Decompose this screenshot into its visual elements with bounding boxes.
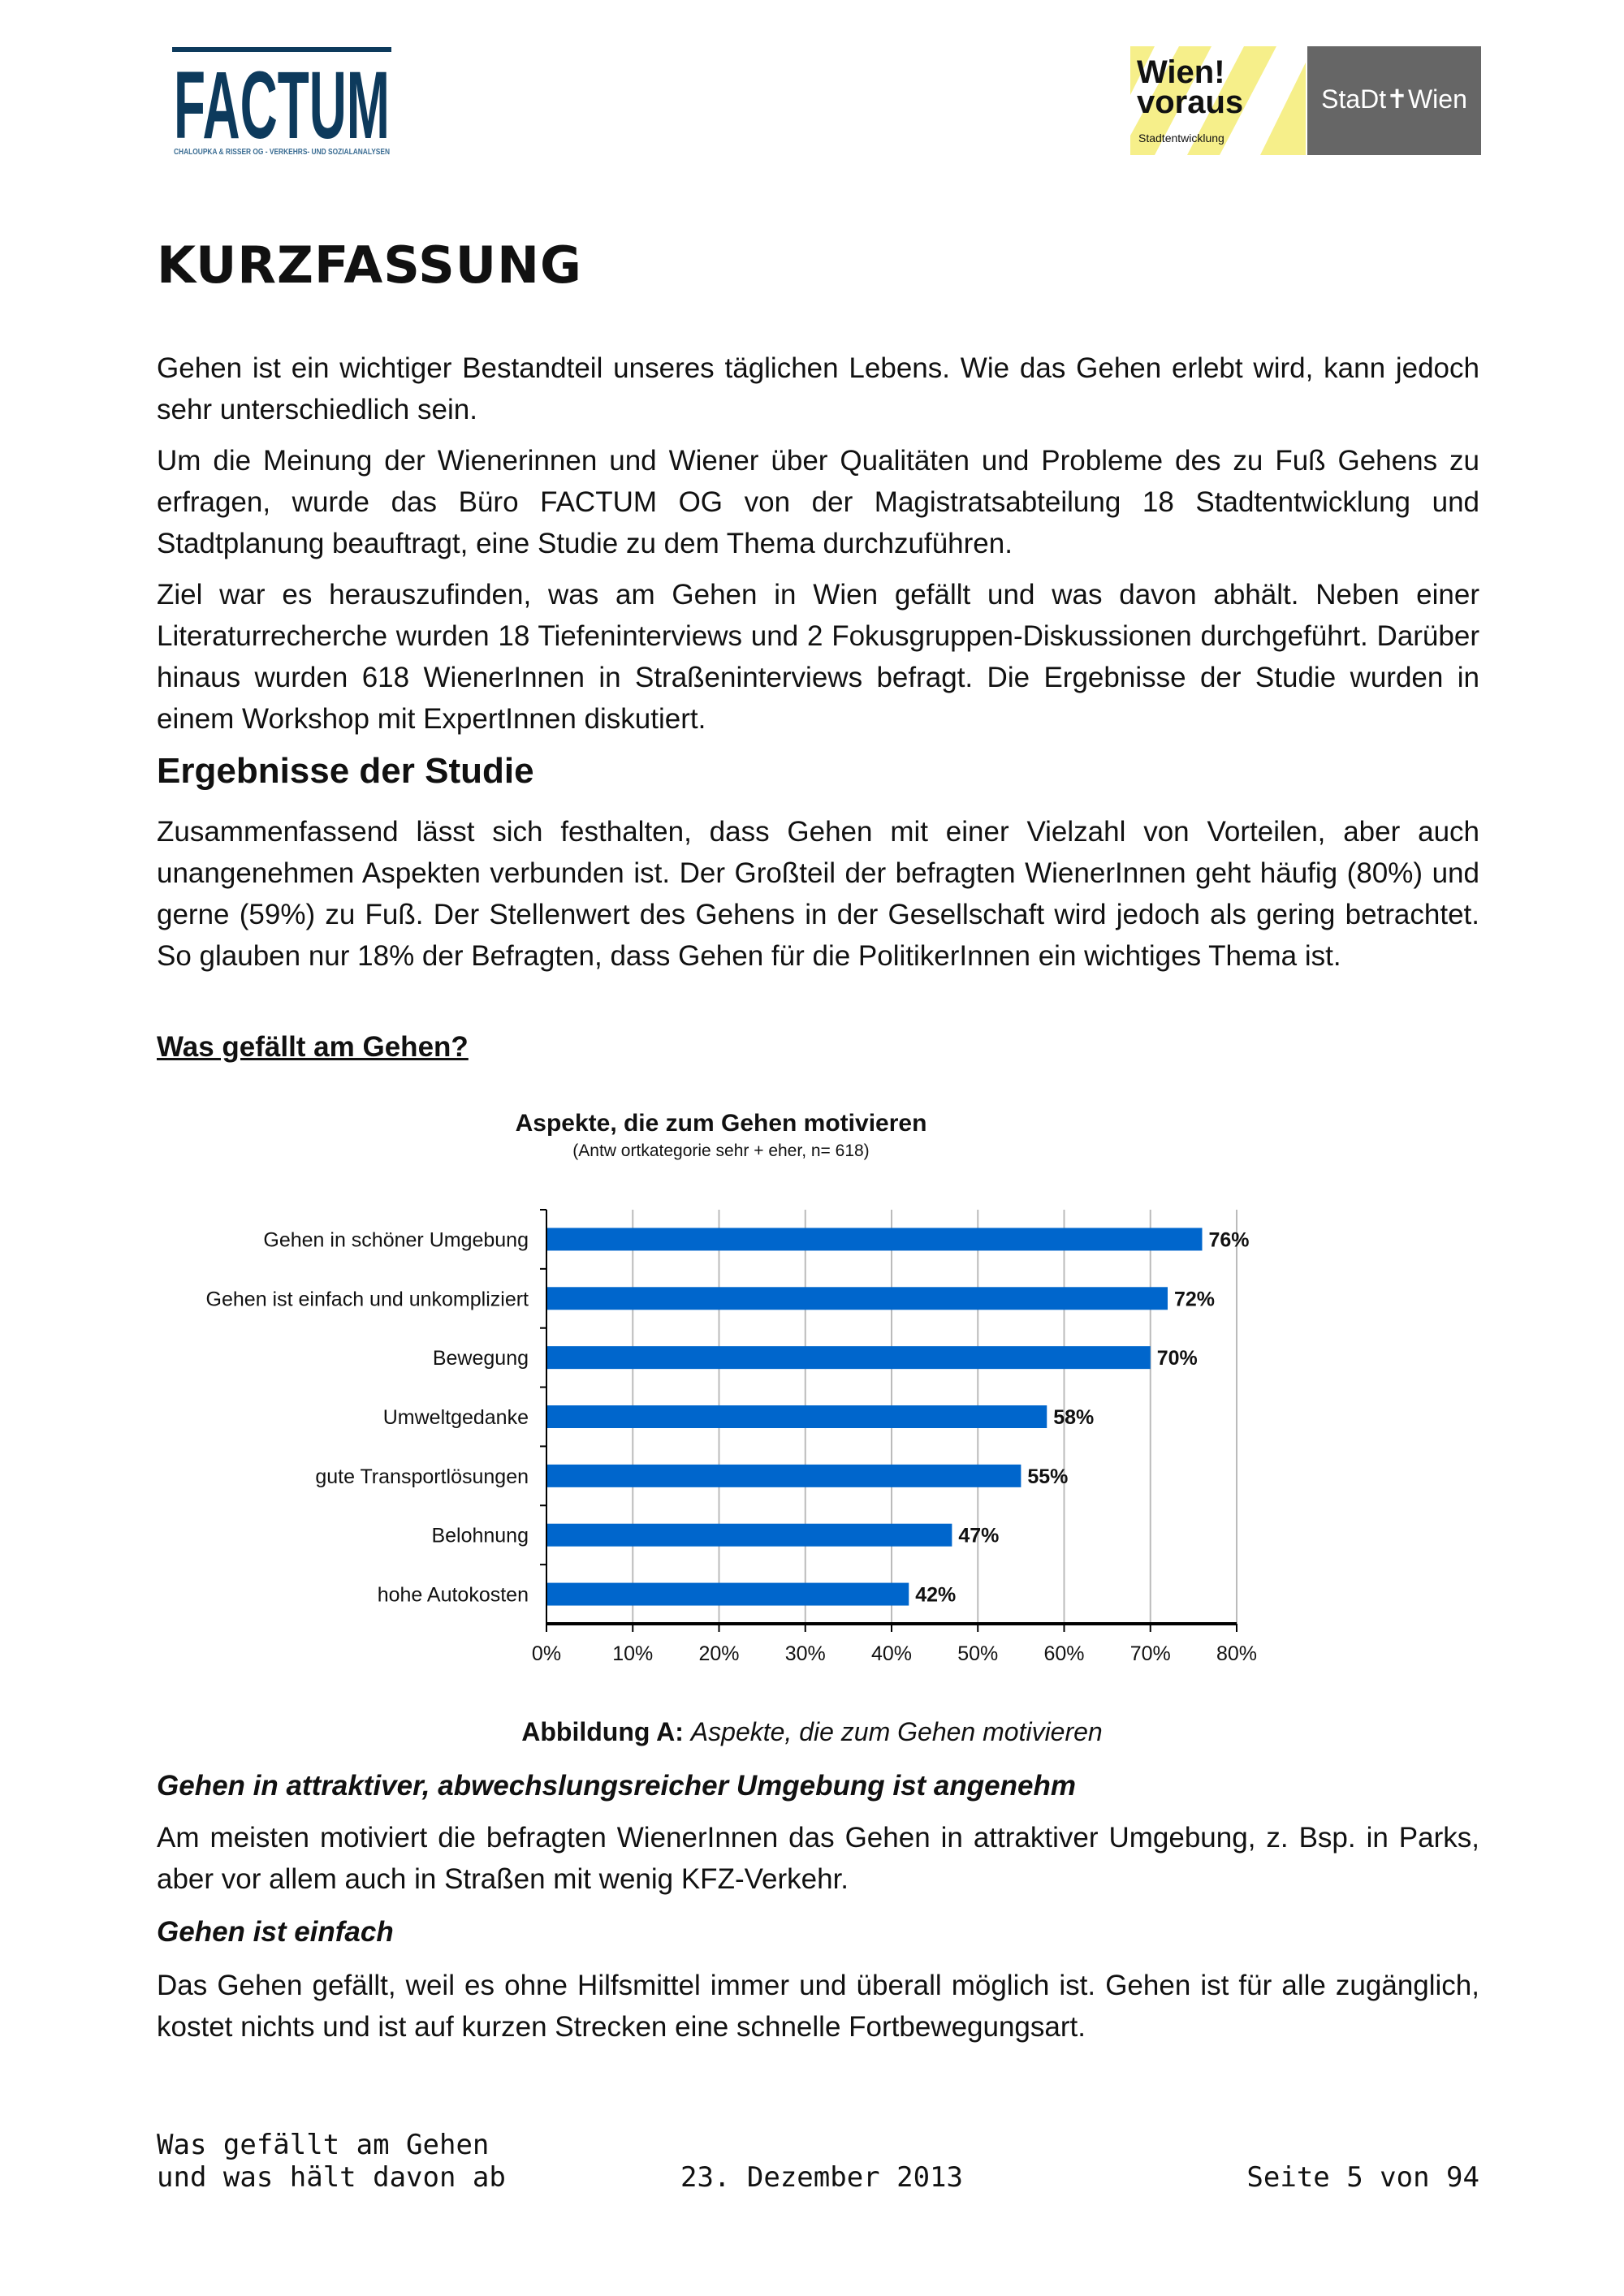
footer-title-line-2: und was hält davon ab: [157, 2161, 506, 2194]
category-label: Belohnung: [431, 1524, 529, 1547]
section-paragraph: Das Gehen gefällt, weil es ohne Hilfsmittel immer und überall möglich ist. Gehen ist für alle zugänglich, kostet nichts und ist auf kurzen Strecken eine schnelle Fortbewegungsart.: [157, 1970, 1479, 2043]
question-heading: Was gefällt am Gehen?: [157, 1031, 469, 1063]
bar: [546, 1524, 952, 1547]
category-label: Umweltgedanke: [382, 1406, 529, 1429]
results-heading: Ergebnisse der Studie: [157, 751, 534, 791]
x-tick-label: 40%: [870, 1642, 913, 1665]
data-label: 47%: [958, 1524, 1000, 1547]
svg-text:FACTUM: FACTUM: [174, 52, 390, 158]
figure-caption: [0, 1717, 1624, 1747]
footer-date: 23. Dezember 2013: [680, 2161, 963, 2194]
x-tick-label: 50%: [957, 1642, 999, 1665]
footer-document-title: [157, 2129, 506, 2194]
results-paragraph: Zusammenfassend lässt sich festhalten, dass Gehen mit einer Vielzahl von Vorteilen, aber auch unangenehmen Aspekten verbunden ist. Der Großteil der befragten WienerInnen geht häufig (80%) und gerne (59%) zu Fuß. Der Stellenwert des Gehens in der Gesellschaft wird jedoch als gering betrachtet. So glauben nur 18% der Befragten, dass Gehen für die PolitikerInnen ein wichtiges Thema ist.: [157, 816, 1479, 972]
chart-subtitle: (Antw ortkategorie sehr + eher, n= 618): [572, 1142, 870, 1160]
x-tick-label: 0%: [531, 1642, 562, 1665]
x-tick-label: 20%: [698, 1642, 740, 1665]
section-heading: Gehen ist einfach: [157, 1916, 394, 1948]
caption-label: Abbildung A:: [521, 1717, 684, 1746]
wien-logos: [1130, 46, 1481, 155]
x-tick-label: 80%: [1216, 1642, 1258, 1665]
caption-text: Aspekte, die zum Gehen motivieren: [690, 1717, 1103, 1746]
svg-text:CHALOUPKA & RISSER OG - VERKEH: CHALOUPKA & RISSER OG - VERKEHRS- UND SOZIALANALYSEN: [174, 148, 390, 157]
category-label: Bewegung: [432, 1347, 529, 1370]
svg-text:Stadtentwicklung: Stadtentwicklung: [1138, 132, 1224, 145]
category-label: gute Transportlösungen: [315, 1465, 529, 1488]
bar: [546, 1405, 1047, 1428]
intro-paragraph-3: Ziel war es herauszufinden, was am Gehen in Wien gefällt und was davon abhält. Neben einer Literaturrecherche wurden 18 Tiefeninterviews und 2 Fokusgruppen-Diskussionen durchgeführt. Darüber hinaus wurden 618 WienerInnen in Straßeninterviews befragt. Die Ergebnisse der Studie wurden in einem Workshop mit ExpertInnen diskutiert.: [157, 579, 1479, 735]
footer-page-number: Seite 5 von 94: [1246, 2161, 1479, 2194]
svg-text:voraus: voraus: [1137, 84, 1244, 120]
data-label: 42%: [915, 1583, 957, 1607]
category-label: Gehen ist einfach und unkompliziert: [205, 1288, 529, 1311]
svg-text:StaDt✝Wien: StaDt✝Wien: [1321, 84, 1467, 114]
data-label: 58%: [1053, 1406, 1095, 1429]
intro-paragraph-1: Gehen ist ein wichtiger Bestandteil unseres täglichen Lebens. Wie das Gehen erlebt wird, kann jedoch sehr unterschiedlich sein.: [157, 352, 1479, 425]
bar: [546, 1465, 1021, 1487]
x-tick-label: 60%: [1043, 1642, 1085, 1665]
data-label: 72%: [1174, 1288, 1216, 1311]
data-label: 76%: [1208, 1228, 1250, 1252]
section-heading: Gehen in attraktiver, abwechslungsreicher Umgebung ist angenehm: [157, 1770, 1076, 1802]
x-tick-label: 70%: [1129, 1642, 1171, 1665]
bar-chart: [0, 1088, 1624, 1689]
x-tick-label: 10%: [612, 1642, 654, 1665]
data-label: 70%: [1156, 1347, 1198, 1370]
intro-paragraph-2: Um die Meinung der Wienerinnen und Wiener über Qualitäten und Probleme des zu Fuß Gehens zu erfragen, wurde das Büro FACTUM OG von der Magistratsabteilung 18 Stadtentwicklung und Stadtplanung beauftragt, eine Studie zu dem Thema durchzuführen.: [157, 445, 1479, 559]
data-label: 55%: [1027, 1465, 1069, 1488]
x-tick-label: 30%: [784, 1642, 826, 1665]
bar: [546, 1346, 1151, 1369]
page-title: KURZFASSUNG: [157, 235, 582, 295]
category-label: Gehen in schöner Umgebung: [263, 1228, 529, 1252]
bar: [546, 1228, 1203, 1250]
bar: [546, 1583, 909, 1606]
section-paragraph: Am meisten motiviert die befragten WienerInnen das Gehen in attraktiver Umgebung, z. Bsp. in Parks, aber vor allem auch in Straßen mit wenig KFZ-Verkehr.: [157, 1822, 1479, 1895]
svg-text:Wien!: Wien!: [1137, 54, 1225, 90]
chart-title: Aspekte, die zum Gehen motivieren: [515, 1110, 927, 1137]
footer-title-line-1: Was gefällt am Gehen: [157, 2129, 490, 2161]
factum-logo: [172, 47, 391, 158]
category-label: hohe Autokosten: [377, 1583, 529, 1607]
bar: [546, 1287, 1168, 1310]
